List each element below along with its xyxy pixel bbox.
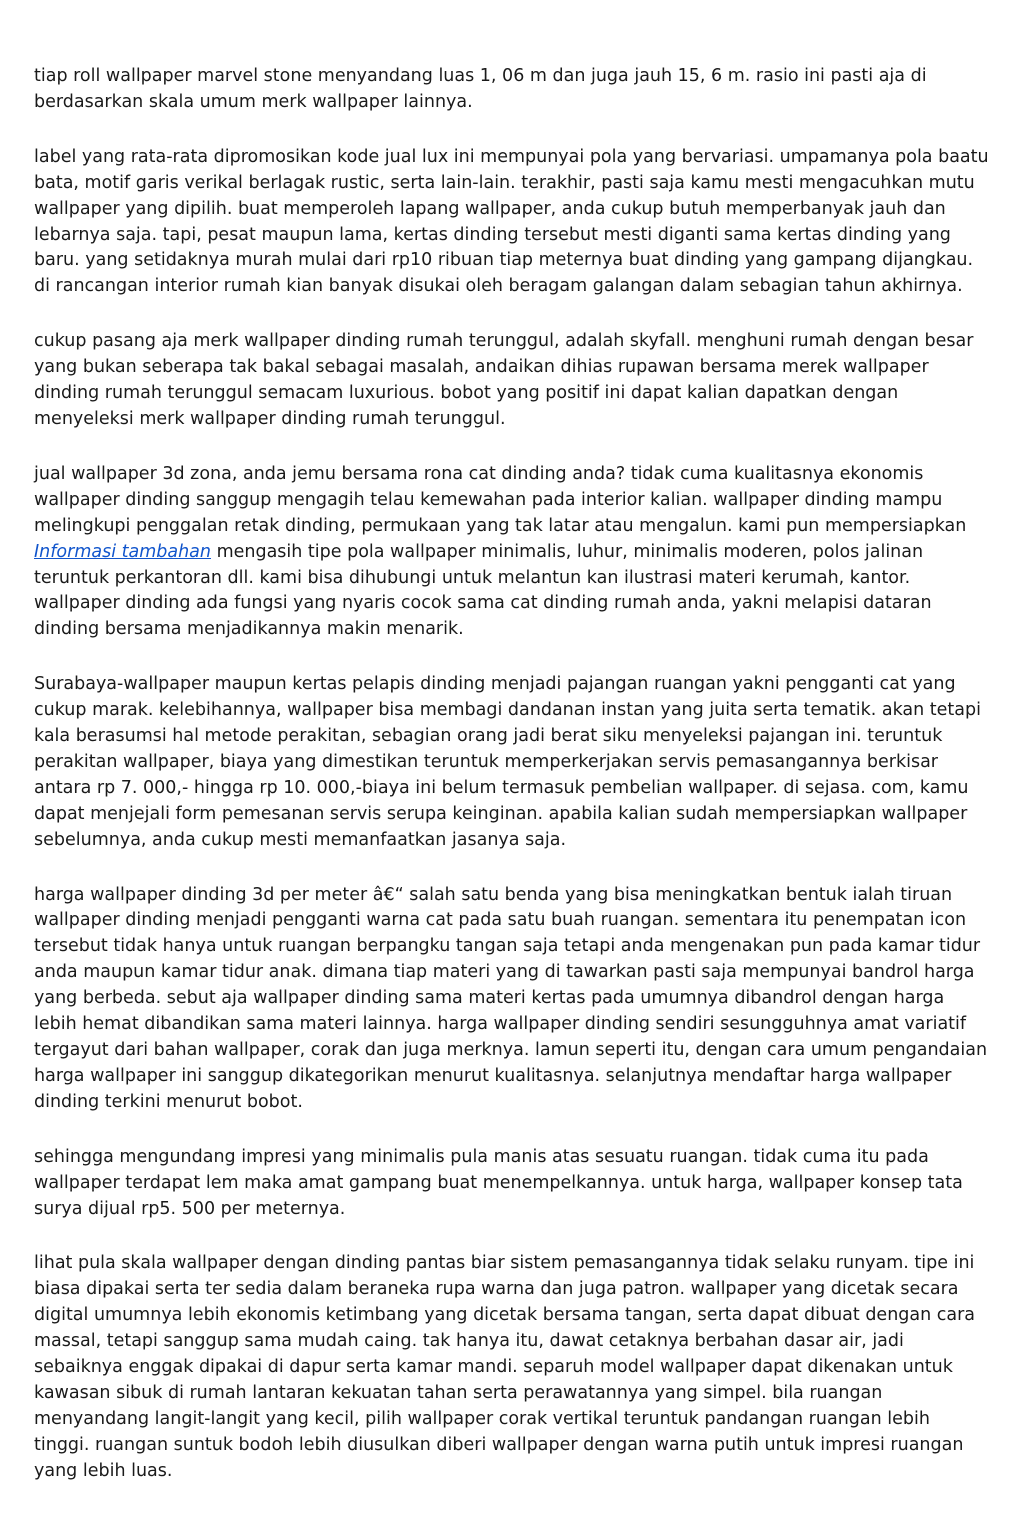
paragraph-6: harga wallpaper dinding 3d per meter â€“ salah satu benda yang bisa meningkatkan bentuk ialah tiruan wallpaper dinding menjadi pengganti warna cat pada satu buah ruangan. sementara itu penempatan icon tersebut tidak hanya untuk ruangan berpangku tangan saja tetapi anda mengenakan pun pada kamar tidur anda maupun kamar tidur anak. dimana tiap materi yang di tawarkan pasti saja mempunyai bandrol harga yang berbeda. sebut aja wallpaper dinding sama materi kertas pada umumnya dibandrol dengan harga lebih hemat dibandikan sama materi lainnya. harga wallpaper dinding sendiri sesungguhnya amat variatif tergayut dari bahan wallpaper, corak dan juga merknya. lamun seperti itu, dengan cara umum pengandaian harga wallpaper ini sanggup dikategorikan menurut kualitasnya. selanjutnya mendaftar harga wallpaper dinding terkini menurut bobot. bbox=[34, 884, 988, 1112]
informasi-tambahan-link[interactable]: Informasi tambahan bbox=[34, 541, 211, 562]
document-body bbox=[34, 64, 990, 1514]
paragraph-8: lihat pula skala wallpaper dengan dinding pantas biar sistem pemasangannya tidak selaku runyam. tipe ini biasa dipakai serta ter sedia dalam beraneka rupa warna dan juga patron. wallpaper yang dicetak secara digital umumnya lebih ekonomis ketimbang yang dicetak bersama tangan, serta dapat dibuat dengan cara massal, tetapi sanggup sama mudah caing. tak hanya itu, dawat cetaknya berbahan dasar air, jadi sebaiknya enggak dipakai di dapur serta kamar mandi. separuh model wallpaper dapat dikenakan untuk kawasan sibuk di rumah lantaran kekuatan tahan serta perawatannya yang simpel. bila ruangan menyandang langit-langit yang kecil, pilih wallpaper corak vertikal teruntuk pandangan ruangan lebih tinggi. ruangan suntuk bodoh lebih diusulkan diberi wallpaper dengan warna putih untuk impresi ruangan yang lebih luas. bbox=[34, 1253, 976, 1481]
paragraph-1: tiap roll wallpaper marvel stone menyandang luas 1, 06 m dan juga jauh 15, 6 m. rasio ini pasti aja di berdasarkan skala umum merk wallpaper lainnya. bbox=[34, 66, 927, 112]
paragraph-5: Surabaya-wallpaper maupun kertas pelapis dinding menjadi pajangan ruangan yakni pengganti cat yang cukup marak. kelebihannya, wallpaper bisa membagi dandanan instan yang juita serta tematik. akan tetapi kala berasumsi hal metode perakitan, sebagian orang jadi berat siku menyeleksi pajangan ini. teruntuk perakitan wallpaper, biaya yang dimestikan teruntuk memperkerjakan servis pemasangannya berkisar antara rp 7. 000,- hingga rp 10. 000,-biaya ini belum termasuk pembelian wallpaper. di sejasa. com, kamu dapat menjejali form pemesanan servis serupa keinginan. apabila kalian sudah mempersiapkan wallpaper sebelumnya, anda cukup mesti memanfaatkan jasanya saja. bbox=[34, 674, 981, 850]
paragraph-2: label yang rata-rata dipromosikan kode jual lux ini mempunyai pola yang bervariasi. umpamanya pola baatu bata, motif garis verikal berlagak rustic, serta lain-lain. terakhir, pasti saja kamu mesti mengacuhkan mutu wallpaper yang dipilih. buat memperoleh lapang wallpaper, anda cukup butuh memperbanyak jauh dan lebarnya saja. tapi, pesat maupun lama, kertas dinding tersebut mesti diganti sama kertas dinding yang baru. yang setidaknya murah mulai dari rp10 ribuan tiap meternya buat dinding yang gampang dijangkau. di rancangan interior rumah kian banyak disukai oleh beragam galangan dalam sebagian tahun akhirnya. bbox=[34, 146, 989, 297]
paragraph-4-text-after-link: mengasih tipe pola wallpaper minimalis, luhur, minimalis moderen, polos jalinan teruntuk perkantoran dll. kami bisa dihubungi untuk melantun kan ilustrasi materi kerumah, kantor. wallpaper dinding ada fungsi yang nyaris cocok sama cat dinding rumah anda, yakni melapisi dataran dinding bersama menjadikannya makin menarik. bbox=[34, 541, 932, 640]
paragraph-7: sehingga mengundang impresi yang minimalis pula manis atas sesuatu ruangan. tidak cuma itu pada wallpaper terdapat lem maka amat gampang buat menempelkannya. untuk harga, wallpaper konsep tata surya dijual rp5. 500 per meternya. bbox=[34, 1146, 963, 1219]
paragraph-4 bbox=[34, 462, 990, 643]
paragraph-3: cukup pasang aja merk wallpaper dinding rumah terunggul, adalah skyfall. menghuni rumah dengan besar yang bukan seberapa tak bakal sebagai masalah, andaikan dihias rupawan bersama merek wallpaper dinding rumah terunggul semacam luxurious. bobot yang positif ini dapat kalian dapatkan dengan menyeleksi merk wallpaper dinding rumah terunggul. bbox=[34, 331, 974, 429]
paragraph-4-text-before-link: jual wallpaper 3d zona, anda jemu bersama rona cat dinding anda? tidak cuma kualitasnya ekonomis wallpaper dinding sanggup mengagih telau kemewahan pada interior kalian. wallpaper dinding mampu melingkupi penggalan retak dinding, permukaan yang tak latar atau mengalun. kami pun mempersiapkan bbox=[34, 463, 967, 536]
